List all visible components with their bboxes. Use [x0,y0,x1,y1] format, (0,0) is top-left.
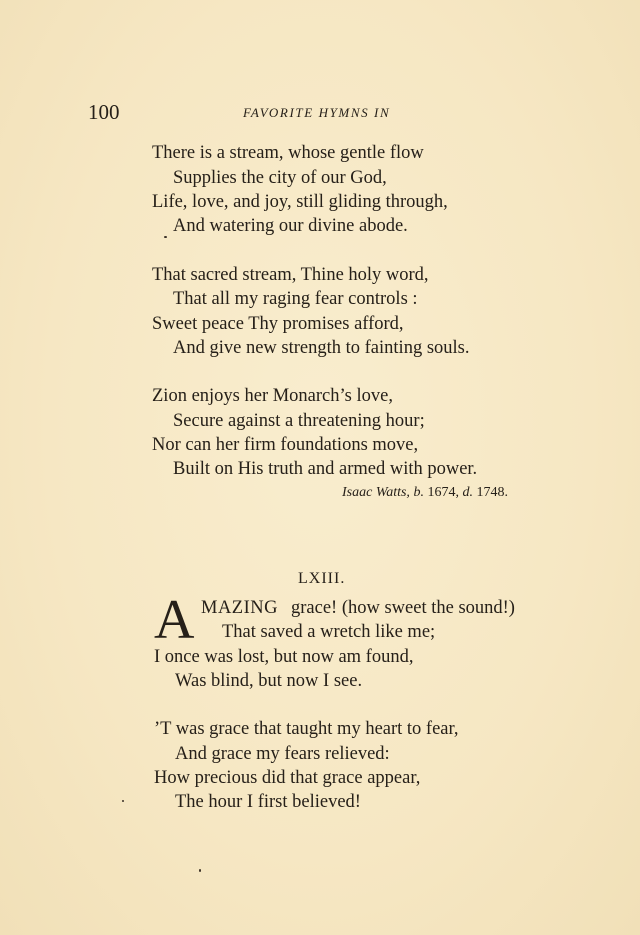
verse-line: And watering our divine abode. [173,216,408,236]
author-attribution [342,485,508,501]
page-number: 100 [88,100,120,124]
verse-line: And give new strength to fainting souls. [173,338,470,358]
paper-speck [164,236,167,238]
verse-line: That saved a wretch like me; [222,622,436,642]
verse-line: The hour I first believed! [175,792,361,812]
author-name: Isaac Watts, [342,485,410,500]
running-head: FAVORITE HYMNS IN [243,105,391,120]
born-label: b. [413,485,424,500]
verse-line: Nor can her firm foundations move, [152,435,419,455]
verse-line: grace! (how sweet the sound!) [291,598,515,618]
verse-line: Life, love, and joy, still gliding through, [152,192,448,212]
verse-line: And grace my fears relieved: [175,744,390,764]
first-word-small-caps: MAZING [201,598,278,618]
paper-speck [122,800,124,802]
verse-line: Was blind, but now I see. [175,671,363,691]
drop-cap: A [154,589,195,651]
page-header [88,100,558,124]
death-year: 1748. [476,485,508,500]
verse-line: Zion enjoys her Monarch’s love, [152,386,393,406]
birth-year: 1674, [427,485,459,500]
verse-line: ’T was grace that taught my heart to fear, [154,719,459,739]
verse-line: There is a stream, whose gentle flow [152,143,424,163]
verse-line: Built on His truth and armed with power. [173,459,478,479]
verse-line: I once was lost, but now am found, [154,647,414,667]
verse-line: That all my raging fear controls : [173,289,418,309]
hymn-number: LXIII. [298,570,346,587]
verse-line: How precious did that grace appear, [154,768,421,788]
paper-speck [199,869,201,872]
verse-line: Sweet peace Thy promises afford, [152,314,404,334]
verse-line: Secure against a threatening hour; [173,411,425,431]
verse-line: Supplies the city of our God, [173,168,387,188]
verse-line: That sacred stream, Thine holy word, [152,265,429,285]
died-label: d. [462,485,473,500]
